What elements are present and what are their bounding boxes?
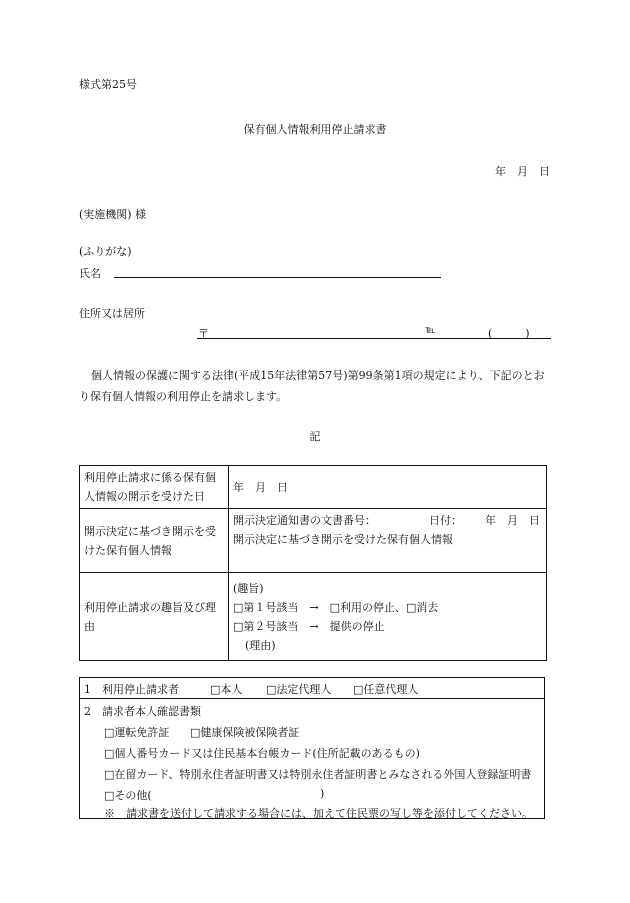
addressee: (実施機関) 様 xyxy=(79,208,147,221)
name-field-line[interactable] xyxy=(114,277,441,278)
checkbox-self[interactable]: □本人 xyxy=(210,683,243,696)
tel-mark: ℡ xyxy=(425,325,436,336)
box-divider xyxy=(80,698,544,699)
checkbox-voluntary-agent[interactable]: □任意代理人 xyxy=(353,683,419,696)
id-documents-label: 2 請求者本人確認書類 xyxy=(84,705,201,718)
purpose-reason-label: 利用停止請求の趣旨及び理 由 xyxy=(80,573,229,661)
body-text-line-1: 個人情報の保護に関する法律(平成15年法律第57号)第99条第1項の規定により、下記のとお xyxy=(91,369,545,382)
disclosed-info-field[interactable]: 開示決定通知書の文書番号： 日付： 年 月 日 開示決定に基づき開示を受けた保有個人情報 xyxy=(229,509,547,573)
date-line: 年 月 日 xyxy=(495,165,550,178)
checkbox-other[interactable]: □その他( xyxy=(104,789,152,802)
received-date-label: 利用停止請求に係る保有個 人情報の開示を受けた日 xyxy=(80,466,229,509)
form-number: 様式第25号 xyxy=(79,78,137,91)
purpose-reason-field[interactable]: (趣旨) □第１号該当 → □利用の停止、□消去 □第２号該当 → 提供の停止 (理由) xyxy=(229,573,547,661)
tel-parentheses: ( ) xyxy=(488,327,530,340)
requester-info-box xyxy=(79,677,545,819)
mailing-note: ※ 請求書を送付して請求する場合には、加えて住民票の写し等を添付してください。 xyxy=(104,807,533,820)
postal-mark: 〒 xyxy=(198,327,209,340)
name-label: 氏名 xyxy=(79,267,101,280)
ki-heading: 記 xyxy=(309,430,321,443)
checkbox-health-insurance[interactable]: □健康保険被保険者証 xyxy=(190,726,300,739)
body-text-line-2: り保有個人情報の利用停止を請求します。 xyxy=(79,390,288,403)
option-article-1[interactable]: □第１号該当 → □利用の停止、□消去 xyxy=(233,600,439,614)
option-article-2[interactable]: □第２号該当 → 提供の停止 xyxy=(233,619,385,633)
checkbox-residence-card[interactable]: □在留カード、特別永住者証明書又は特別永住者証明書とみなされる外国人登録証明書 xyxy=(104,768,532,781)
requester-type-label: 1 利用停止請求者 xyxy=(84,683,179,696)
received-date-field[interactable]: 年 月 日 xyxy=(229,466,547,509)
address-field-line[interactable] xyxy=(197,338,551,339)
checkbox-legal-agent[interactable]: □法定代理人 xyxy=(266,683,332,696)
other-close-paren: ) xyxy=(320,787,325,800)
furigana-label: (ふりがな) xyxy=(79,245,132,258)
checkbox-my-number-card[interactable]: □個人番号カード又は住民基本台帳カード(住所記載のあるもの) xyxy=(104,747,420,760)
checkbox-drivers-license[interactable]: □運転免許証 xyxy=(104,726,170,739)
disclosed-info-label: 開示決定に基づき開示を受 けた保有個人情報 xyxy=(80,509,229,573)
address-label: 住所又は居所 xyxy=(79,307,145,320)
request-details-table xyxy=(79,465,547,661)
page-title: 保有個人情報利用停止請求書 xyxy=(243,123,387,136)
